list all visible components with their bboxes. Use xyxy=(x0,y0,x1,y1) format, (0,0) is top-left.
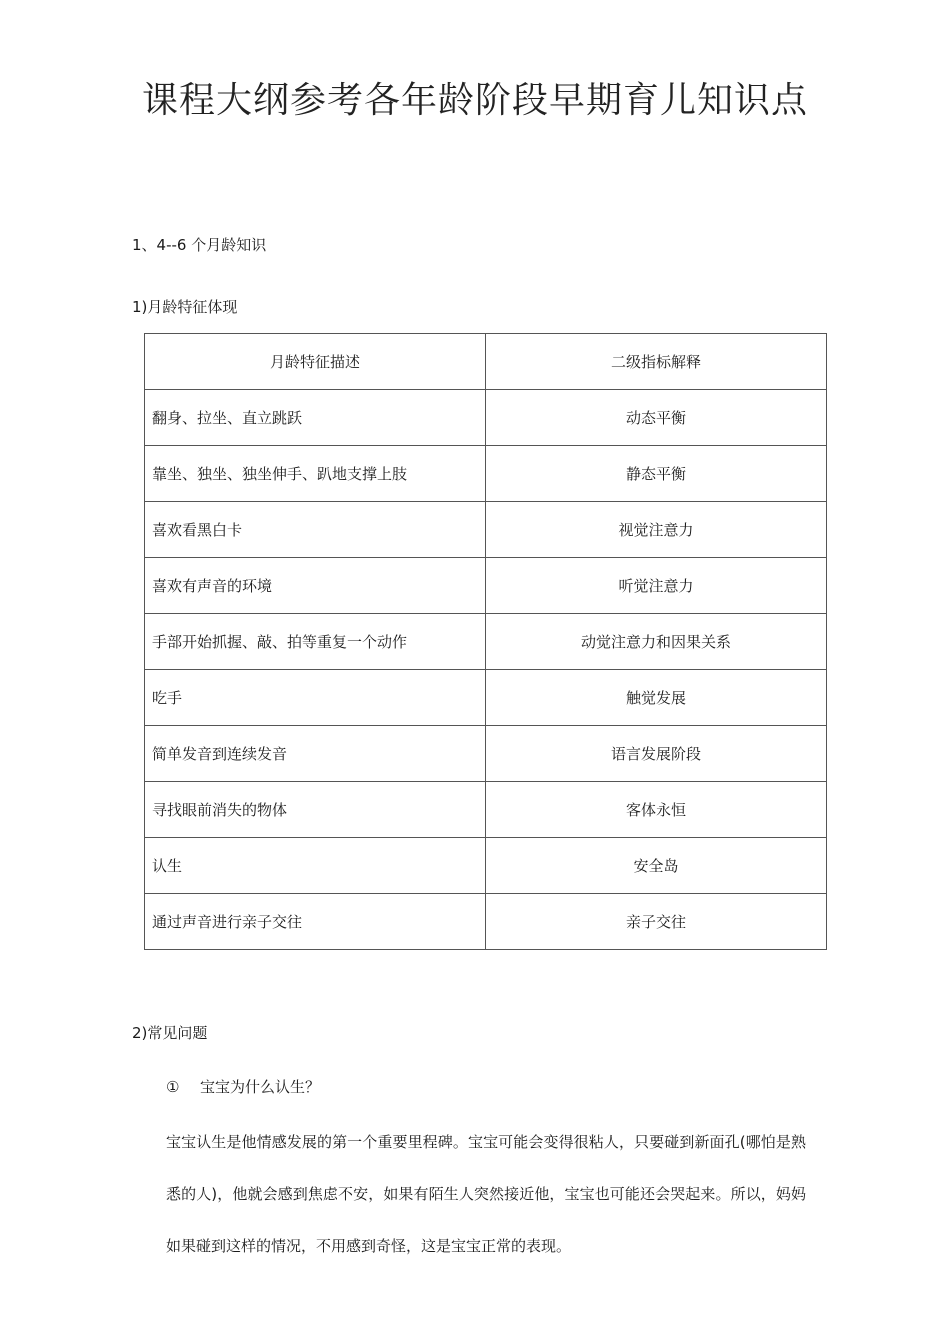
table-row xyxy=(145,558,827,614)
document-title: 课程大纲参考各年龄阶段早期育儿知识点 xyxy=(141,80,808,121)
table-row xyxy=(145,782,827,838)
feature-description-cell: 认生 xyxy=(145,838,486,894)
indicator-cell: 听觉注意力 xyxy=(486,558,827,614)
indicator-cell: 语言发展阶段 xyxy=(486,726,827,782)
indicator-cell: 触觉发展 xyxy=(486,670,827,726)
feature-table xyxy=(144,333,827,950)
table-header-row xyxy=(145,334,827,390)
subsection-heading-common-questions: 2)常见问题 xyxy=(132,1024,208,1042)
indicator-cell: 亲子交往 xyxy=(486,894,827,950)
feature-description-cell: 简单发音到连续发音 xyxy=(145,726,486,782)
table-row xyxy=(145,390,827,446)
table-row xyxy=(145,726,827,782)
table-row xyxy=(145,838,827,894)
indicator-cell: 安全岛 xyxy=(486,838,827,894)
indicator-cell: 视觉注意力 xyxy=(486,502,827,558)
question-item xyxy=(166,1076,320,1097)
feature-description-cell: 翻身、拉坐、直立跳跃 xyxy=(145,390,486,446)
feature-description-cell: 喜欢看黑白卡 xyxy=(145,502,486,558)
section-heading: 1、4--6 个月龄知识 xyxy=(132,236,267,254)
answer-paragraph: 宝宝认生是他情感发展的第一个重要里程碑。宝宝可能会变得很粘人，只要碰到新面孔(哪怕是熟悉的人)，他就会感到焦虑不安，如果有陌生人突然接近他，宝宝也可能还会哭起来。所以，妈妈如果碰到这样的情况，不用感到奇怪，这是宝宝正常的表现。 xyxy=(166,1133,806,1255)
feature-description-cell: 手部开始抓握、敲、拍等重复一个动作 xyxy=(145,614,486,670)
question-number: ① xyxy=(166,1078,180,1096)
subsection-heading-features: 1)月龄特征体现 xyxy=(132,298,238,316)
indicator-cell: 客体永恒 xyxy=(486,782,827,838)
feature-description-cell: 通过声音进行亲子交往 xyxy=(145,894,486,950)
question-text: 宝宝为什么认生？ xyxy=(200,1078,321,1096)
indicator-cell: 静态平衡 xyxy=(486,446,827,502)
table-row xyxy=(145,502,827,558)
table-row xyxy=(145,894,827,950)
feature-description-cell: 寻找眼前消失的物体 xyxy=(145,782,486,838)
feature-description-cell: 吃手 xyxy=(145,670,486,726)
indicator-cell: 动觉注意力和因果关系 xyxy=(486,614,827,670)
table-row xyxy=(145,614,827,670)
feature-description-cell: 靠坐、独坐、独坐伸手、趴地支撑上肢 xyxy=(145,446,486,502)
indicator-cell: 动态平衡 xyxy=(486,390,827,446)
table-row xyxy=(145,670,827,726)
feature-description-cell: 喜欢有声音的环境 xyxy=(145,558,486,614)
column-header-description: 月龄特征描述 xyxy=(145,334,486,390)
column-header-indicator: 二级指标解释 xyxy=(486,334,827,390)
table-row xyxy=(145,446,827,502)
